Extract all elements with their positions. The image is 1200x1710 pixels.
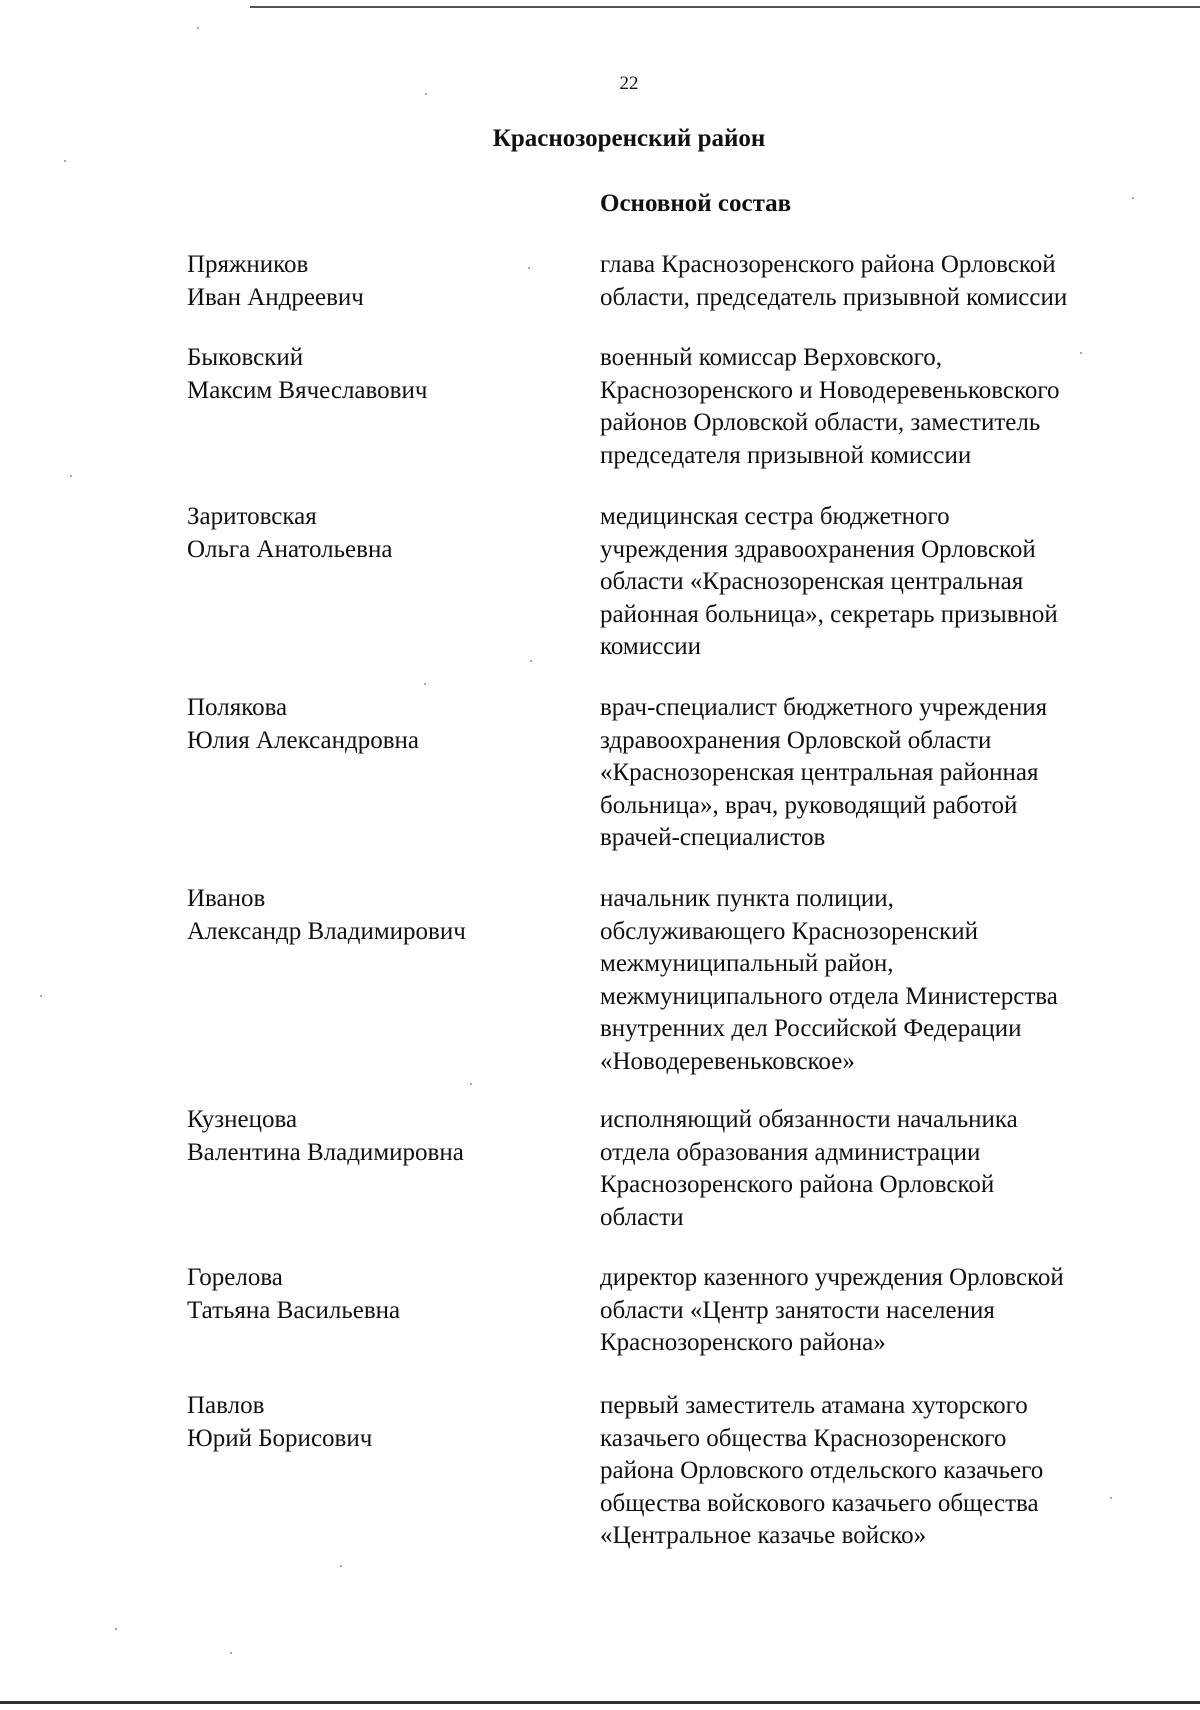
scan-speck xyxy=(470,1083,472,1085)
member-role-line: районов Орловской области, заместитель xyxy=(600,409,1041,436)
member-role-line: района Орловского отдельского казачьего xyxy=(600,1457,1044,1484)
member-role-line: врачей-специалистов xyxy=(600,824,826,851)
member-role-line: внутренних дел Российской Федерации xyxy=(600,1015,1022,1042)
scan-speck xyxy=(425,93,427,95)
scan-speck xyxy=(70,475,72,477)
page-number: 22 xyxy=(619,73,639,94)
member-role-line: первый заместитель атамана хуторского xyxy=(600,1392,1028,1419)
scan-speck xyxy=(340,1565,342,1567)
member-surname: Заритовская xyxy=(187,503,317,530)
member-given-names: Валентина Владимировна xyxy=(187,1138,464,1166)
district-title: Краснозоренский район xyxy=(492,125,766,152)
scan-speck xyxy=(115,1628,117,1630)
member-role xyxy=(600,1262,1160,1360)
member-given-names: Ольга Анатольевна xyxy=(187,535,393,563)
bottom-scan-border xyxy=(0,1701,1200,1704)
member-role-line: исполняющий обязанности начальника xyxy=(600,1106,1018,1133)
scan-speck xyxy=(197,27,199,29)
member-role-line: больница», врач, руководящий работой xyxy=(600,791,1018,819)
member-role xyxy=(600,1390,1160,1553)
member-given-names: Юлия Александровна xyxy=(187,726,419,754)
member-surname: Павлов xyxy=(187,1392,265,1419)
member-given-names: Александр Владимирович xyxy=(187,917,466,945)
scan-speck xyxy=(424,683,426,685)
scan-speck xyxy=(528,267,530,269)
member-role xyxy=(600,249,1160,314)
member-name xyxy=(187,501,547,566)
member-role-line: области xyxy=(600,1203,684,1231)
member-role-line: здравоохранения Орловской области xyxy=(600,726,992,754)
member-given-names: Максим Вячеславович xyxy=(187,376,428,404)
member-role-line: Краснозоренского района» xyxy=(600,1329,886,1356)
member-role xyxy=(600,1104,1160,1234)
top-scan-border xyxy=(250,6,1200,8)
member-name xyxy=(187,883,547,948)
member-name xyxy=(187,1104,547,1169)
scan-speck xyxy=(1080,352,1082,354)
member-role-line: общества войскового казачьего общества xyxy=(600,1489,1039,1517)
member-name xyxy=(187,342,547,407)
scan-speck xyxy=(40,995,42,997)
member-role-line: комиссии xyxy=(600,633,702,660)
member-role-line: Краснозоренского и Новодеревеньковского xyxy=(600,376,1060,404)
member-role xyxy=(600,692,1160,855)
member-role-line: глава Краснозоренского района Орловской xyxy=(600,251,1056,278)
member-role-line: области, председатель призывной комиссии xyxy=(600,283,1068,311)
member-role-line: «Новодеревеньковское» xyxy=(600,1047,855,1075)
scan-speck xyxy=(1132,197,1134,199)
member-role-line: межмуниципального отдела Министерства xyxy=(600,982,1058,1010)
member-surname: Горелова xyxy=(187,1264,283,1291)
member-surname: Полякова xyxy=(187,694,288,721)
member-role xyxy=(600,883,1160,1078)
member-name xyxy=(187,1390,547,1455)
member-role-line: области «Краснозоренская центральная xyxy=(600,568,1024,595)
member-role-line: врач-специалист бюджетного учреждения xyxy=(600,694,1048,721)
member-role-line: Краснозоренского района Орловской xyxy=(600,1171,995,1198)
scan-speck xyxy=(230,1652,232,1654)
member-role-line: «Краснозоренская центральная районная xyxy=(600,759,1039,786)
member-name xyxy=(187,692,547,757)
member-surname: Пряжников xyxy=(187,251,309,278)
member-role-line: военный комиссар Верховского, xyxy=(600,344,942,371)
member-role xyxy=(600,501,1160,664)
member-role xyxy=(600,342,1160,472)
member-surname: Кузнецова xyxy=(187,1106,298,1133)
scan-speck xyxy=(64,160,66,162)
member-role-line: учреждения здравоохранения Орловской xyxy=(600,535,1036,563)
member-role-line: медицинская сестра бюджетного xyxy=(600,503,950,530)
member-role-line: казачьего общества Краснозоренского xyxy=(600,1424,1007,1452)
scan-speck xyxy=(530,660,532,662)
member-role-line: начальник пункта полиции, xyxy=(600,885,894,912)
member-role-line: районная больница», секретарь призывной xyxy=(600,600,1058,628)
member-role-line: области «Центр занятости населения xyxy=(600,1296,995,1324)
member-given-names: Татьяна Васильевна xyxy=(187,1296,401,1324)
section-title: Основной состав xyxy=(600,190,792,217)
member-role-line: директор казенного учреждения Орловской xyxy=(600,1264,1064,1291)
member-role-line: межмуниципальный район, xyxy=(600,950,894,977)
member-given-names: Юрий Борисович xyxy=(187,1424,373,1452)
member-given-names: Иван Андреевич xyxy=(187,283,364,311)
member-surname: Быковский xyxy=(187,344,304,371)
member-surname: Иванов xyxy=(187,885,266,912)
member-name xyxy=(187,1262,547,1327)
scan-speck xyxy=(1110,1497,1112,1499)
member-role-line: председателя призывной комиссии xyxy=(600,441,972,469)
member-name xyxy=(187,249,547,314)
member-role-line: отдела образования администрации xyxy=(600,1138,981,1166)
member-role-line: обслуживающего Краснозоренский xyxy=(600,917,979,945)
member-role-line: «Центральное казачье войско» xyxy=(600,1522,927,1549)
